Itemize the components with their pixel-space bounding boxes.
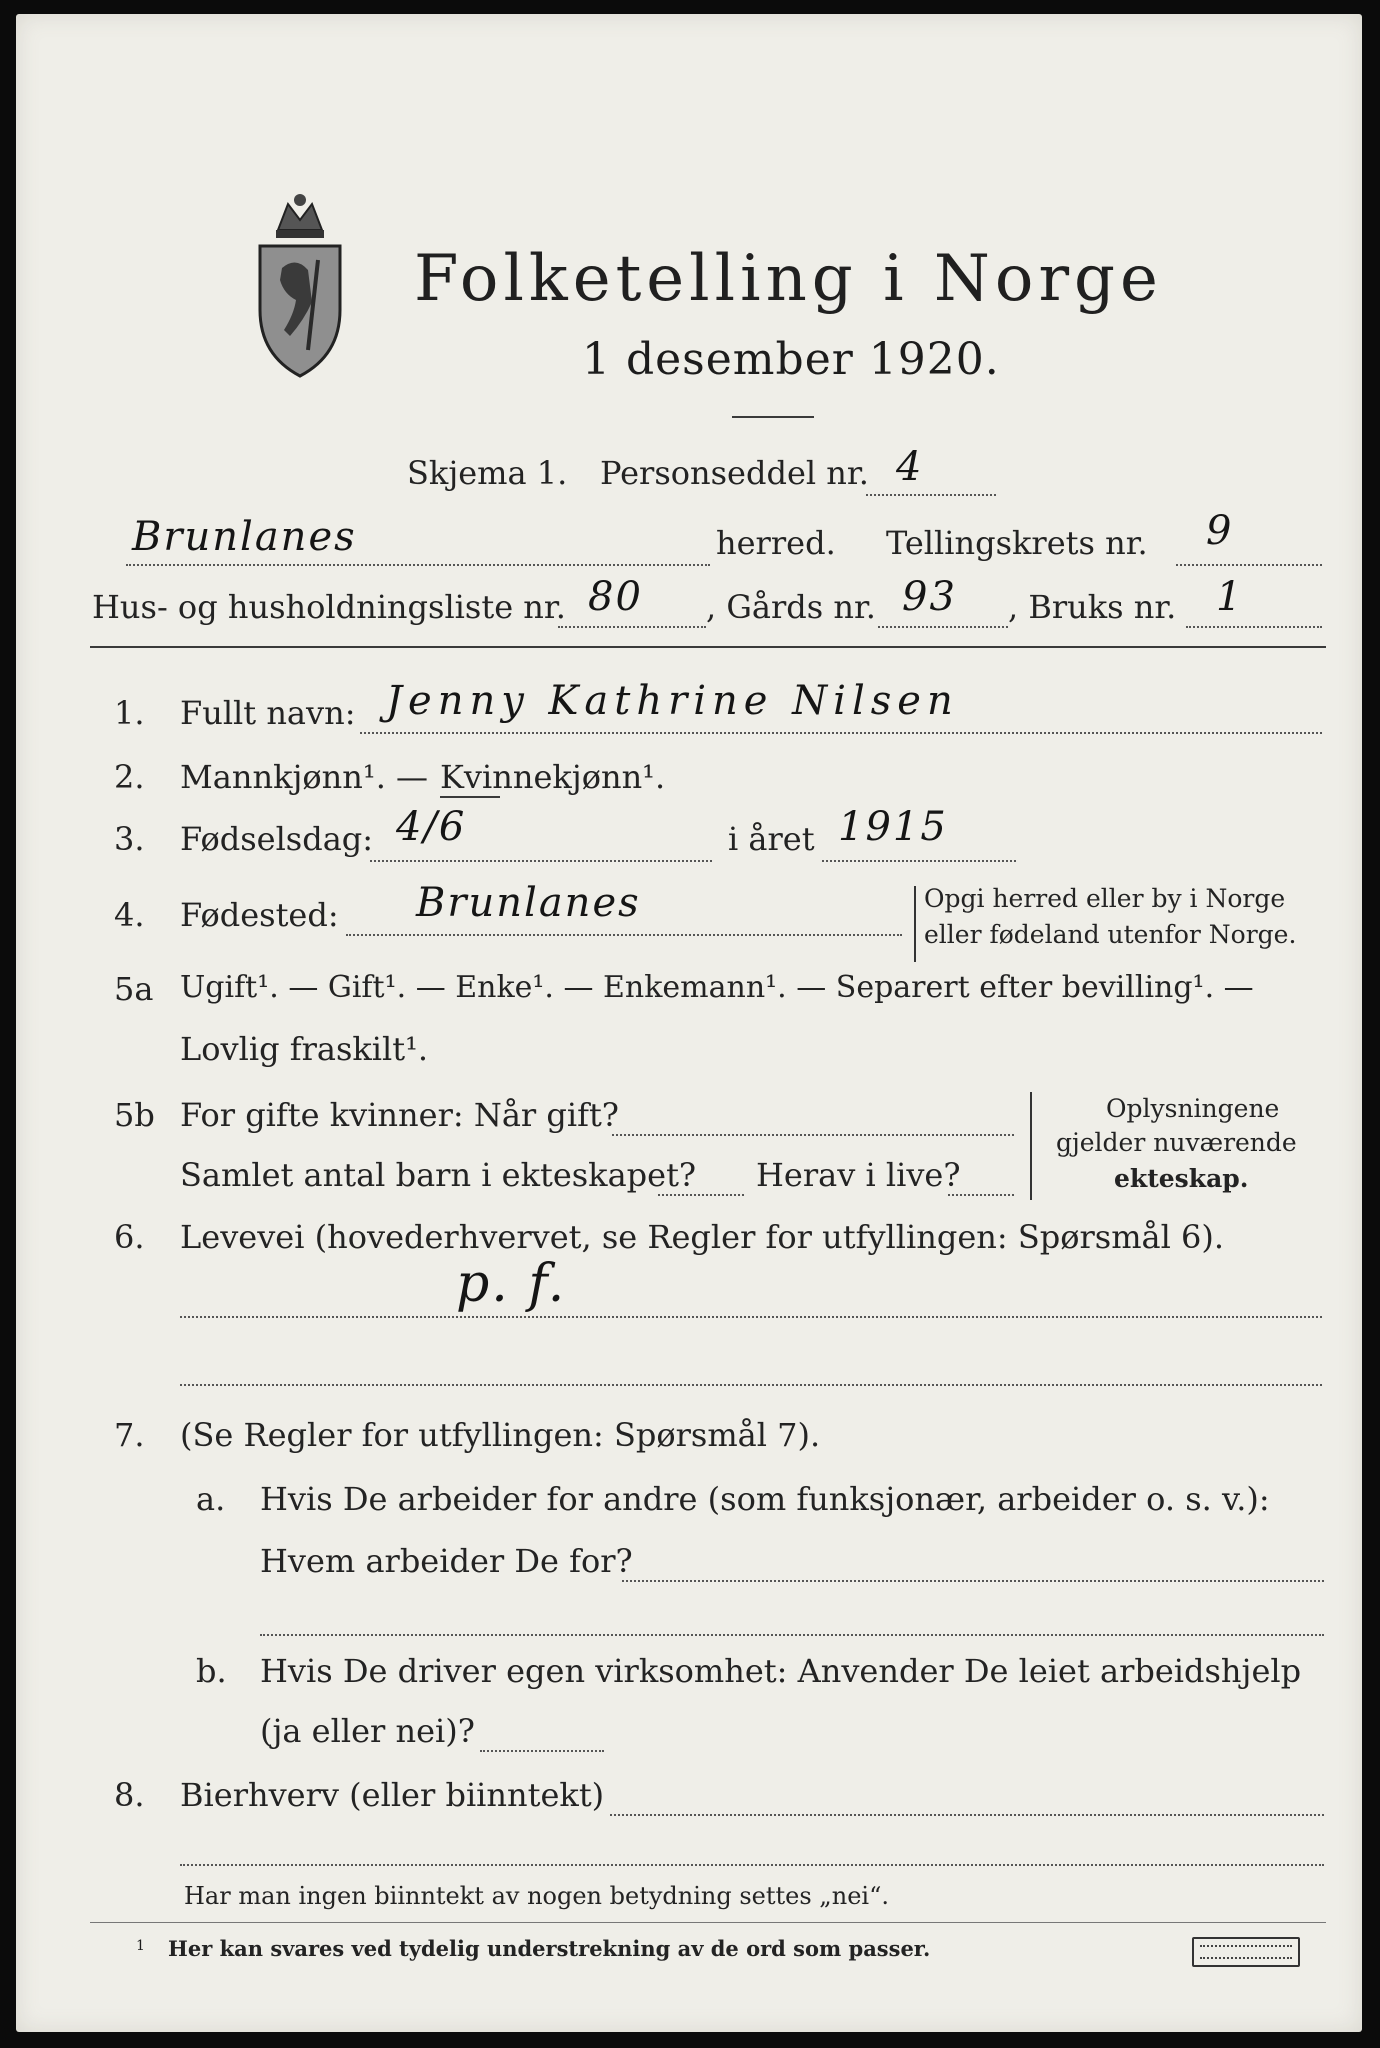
q7a-letter: a.	[196, 1480, 226, 1518]
occupation-line-1	[180, 1316, 1322, 1318]
alive-line	[948, 1194, 1014, 1196]
birthday-line	[370, 860, 712, 862]
married-when-line	[612, 1134, 1014, 1136]
herred-label: herred.	[716, 524, 836, 562]
husliste-label: Hus- og husholdningsliste nr.	[92, 588, 566, 626]
personseddel-value[interactable]: 4	[896, 444, 924, 490]
herred-value[interactable]: Brunlanes	[132, 514, 357, 560]
q5b-number: 5b	[114, 1096, 155, 1134]
q7-label: (Se Regler for utfyllingen: Spørsmål 7).	[180, 1416, 821, 1454]
title-divider	[732, 416, 814, 418]
side-income-line-2	[180, 1864, 1324, 1866]
marriage-note-line3: ekteskap.	[1114, 1164, 1249, 1193]
marriage-note-line1: Oplysningene	[1106, 1094, 1280, 1123]
skjema-label: Skjema 1.	[407, 454, 568, 492]
q5b-alive-label: Herav i live?	[756, 1156, 961, 1194]
birth-year-line	[822, 860, 1016, 862]
birthplace-value[interactable]: Brunlanes	[416, 880, 641, 926]
birthplace-note-line2: eller fødeland utenfor Norge.	[924, 920, 1297, 949]
coat-of-arms-icon	[252, 190, 348, 380]
q5a-number: 5a	[114, 970, 154, 1008]
gards-label: , Gårds nr.	[706, 588, 876, 626]
printer-stamp	[1192, 1937, 1300, 1967]
q7b-line2: (ja eller nei)?	[260, 1712, 475, 1750]
full-name-value[interactable]: Jenny Kathrine Nilsen	[386, 678, 959, 724]
birthplace-note-brace	[914, 886, 916, 962]
personseddel-label: Personseddel nr.	[600, 454, 869, 492]
footer-divider	[90, 1922, 1326, 1923]
kvinnekjonn-label[interactable]: Kvinnekjønn¹.	[440, 758, 666, 796]
personseddel-line	[866, 494, 996, 496]
footnote-text: Her kan svares ved tydelig understrekning av de ord som passer.	[168, 1936, 931, 1961]
header-separator	[90, 646, 1326, 648]
q1-line	[360, 732, 1322, 734]
husliste-value[interactable]: 80	[588, 574, 643, 620]
marital-status-options-2: Lovlig fraskilt¹.	[180, 1030, 429, 1068]
tellingskrets-value[interactable]: 9	[1206, 508, 1234, 554]
bruks-label: , Bruks nr.	[1008, 588, 1177, 626]
employer-line-2	[260, 1634, 1324, 1636]
birthplace-note-line1: Opgi herred eller by i Norge	[924, 884, 1286, 913]
birthday-value[interactable]: 4/6	[396, 804, 467, 850]
form-title: Folketelling i Norge	[414, 242, 1163, 316]
marital-status-options: Ugift¹. — Gift¹. — Enke¹. — Enkemann¹. — Separert efter bevilling¹. —	[180, 970, 1254, 1005]
q4-label: Fødested:	[180, 896, 339, 934]
q5b-children-label: Samlet antal barn i ekteskapet?	[180, 1156, 697, 1194]
gards-line	[878, 626, 1008, 628]
footnote-mark: 1	[136, 1938, 145, 1954]
q7b-line1: Hvis De driver egen virksomhet: Anvender De leiet arbeidshjelp	[260, 1652, 1302, 1690]
q8-label: Bierhverv (eller biinntekt)	[180, 1776, 605, 1814]
hired-help-line	[480, 1750, 604, 1752]
tellingskrets-line	[1176, 564, 1322, 566]
kvinnekjonn-underline	[440, 796, 500, 798]
herred-line	[126, 564, 710, 566]
q6-label: Levevei (hovederhvervet, se Regler for utfyllingen: Spørsmål 6).	[180, 1218, 1225, 1256]
side-income-note: Har man ingen biinntekt av nogen betydning settes „nei“.	[184, 1882, 889, 1910]
q4-number: 4.	[114, 896, 145, 934]
census-form	[16, 14, 1362, 2032]
bruks-value[interactable]: 1	[1216, 574, 1244, 620]
mannkjonn-label: Mannkjønn¹. —	[180, 758, 429, 796]
marriage-note-brace	[1030, 1092, 1032, 1200]
census-date: 1 desember 1920.	[582, 334, 1000, 385]
side-income-line-1	[610, 1814, 1324, 1816]
q7a-line2: Hvem arbeider De for?	[260, 1542, 633, 1580]
q8-number: 8.	[114, 1776, 145, 1814]
q7b-letter: b.	[196, 1652, 227, 1690]
q2-number: 2.	[114, 758, 145, 796]
marriage-note-line2: gjelder nuværende	[1056, 1128, 1297, 1157]
q6-number: 6.	[114, 1218, 145, 1256]
husliste-line	[558, 626, 706, 628]
occupation-line-2	[180, 1384, 1322, 1386]
bruks-line	[1186, 626, 1322, 628]
q7-number: 7.	[114, 1416, 145, 1454]
q3-label: Fødselsdag:	[180, 820, 374, 858]
q3-number: 3.	[114, 820, 145, 858]
birth-year-value[interactable]: 1915	[838, 804, 948, 850]
q1-number: 1.	[114, 694, 145, 732]
gards-value[interactable]: 93	[902, 574, 957, 620]
tellingskrets-label: Tellingskrets nr.	[886, 524, 1148, 562]
employer-line-1	[622, 1580, 1324, 1582]
birthplace-line	[346, 934, 902, 936]
occupation-value[interactable]: p. f.	[456, 1254, 567, 1314]
q1-label: Fullt navn:	[180, 694, 356, 732]
children-line	[658, 1194, 744, 1196]
birth-year-label: i året	[728, 820, 815, 858]
q5b-line1: For gifte kvinner: Når gift?	[180, 1096, 619, 1134]
q7a-line1: Hvis De arbeider for andre (som funksjonær, arbeider o. s. v.):	[260, 1480, 1270, 1518]
